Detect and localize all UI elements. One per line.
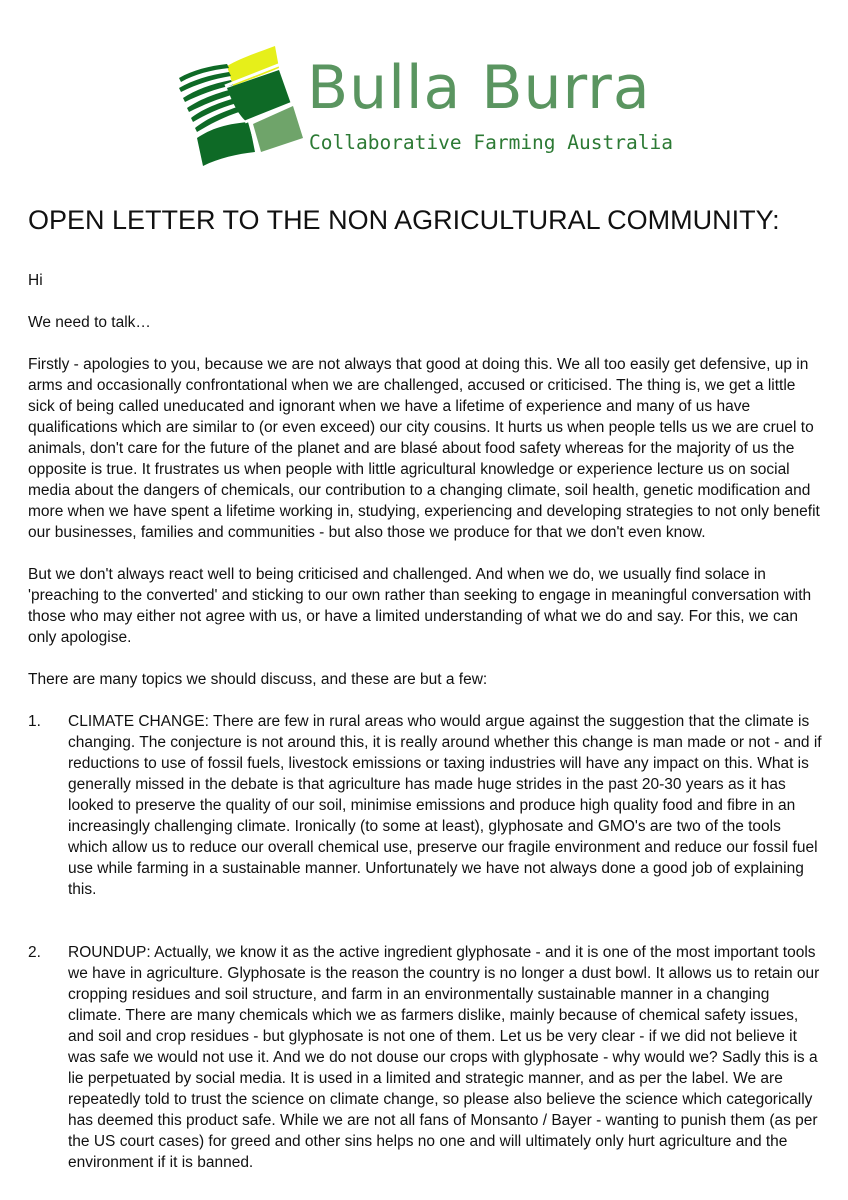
- letter-title: OPEN LETTER TO THE NON AGRICULTURAL COMMUNITY:: [28, 205, 780, 235]
- letter-body: [28, 198, 824, 1194]
- list-item-text: ROUNDUP: Actually, we know it as the active ingredient glyphosate - and it is one of the most important tools we have in agriculture. Glyphosate is the reason the country is no longer a dust bowl. It allows us to retain our cropping residues and soil structure, and farm in an environmentally sustainable manner in a changing climate. There are many chemicals which we as farmers dislike, mainly because of chemical safety issues, and soil and crop residues - but glyphosate is not one of them. Let us be very clear - if we did not believe it was safe we would not use it. And we do not douse our crops with glyphosate - why would we? Sadly this is a lie perpetuated by social media. It is used in a limited and strategic manner, and as per the label. We are repeatedly told to trust the science on climate change, so please also believe the science which categorically has deemed this product safe. While we are not all fans of Monsanto / Bayer - wanting to punish them (as per the US court cases) for greed and other sins helps no one and will ultimately only hurt agriculture and the environment if it is banned.: [68, 944, 820, 1171]
- paragraph-reaction: But we don't always react well to being criticised and challenged. And when we do, we usually find solace in 'preaching to the converted' and sticking to our own rather than seeking to engage in meaningful conversation with those who may either not agree with us, or have a limited understanding of what we do and say. For this, we can only apologise.: [28, 566, 812, 646]
- list-item-number: 2.: [28, 944, 41, 961]
- greeting: Hi: [28, 272, 43, 289]
- bulla-burra-logo-icon: [175, 42, 305, 167]
- brand-tagline: Collaborative Farming Australia: [309, 131, 673, 154]
- opening-line: We need to talk…: [28, 314, 151, 331]
- brand-name: Bulla Burra: [307, 53, 651, 123]
- paragraph-apology: Firstly - apologies to you, because we are not always that good at doing this. We all too easily get defensive, up in arms and occasionally confrontational when we are challenged, accused or criticised. The thing is, we get a little sick of being called uneducated and ignorant when we have a lifetime of experience and many of us have qualifications which are similar to (or even exceed) our city cousins. It hurts us when people tells us we are cruel to animals, don't care for the future of the planet and are blasé about food safety whereas for the majority of us the opposite is true. It frustrates us when people with little agricultural knowledge or experience lecture us on social media about the dangers of chemicals, our contribution to a changing climate, soil health, genetic modification and more when we have spent a lifetime working in, studying, experiencing and developing strategies to not only benefit our businesses, families and communities - but also those we produce for that we don't even know.: [28, 356, 820, 541]
- paragraph-topics-intro: There are many topics we should discuss, and these are but a few:: [28, 671, 488, 688]
- list-item-roundup: [28, 942, 824, 1173]
- list-item-number: 1.: [28, 713, 41, 730]
- list-item-text: CLIMATE CHANGE: There are few in rural areas who would argue against the suggestion that the climate is changing. The conjecture is not around this, it is really around whether this change is man made or not - and if reductions to use of fossil fuels, livestock emissions or taxing industries will have any impact on this. What is generally missed in the debate is that agriculture has made huge strides in the past 20-30 years as it has looked to preserve the quality of our soil, minimise emissions and produce high quality food and fibre in an increasingly challenging climate. Ironically (to some at least), glyphosate and GMO's are two of the tools which allow us to reduce our overall chemical use, preserve our fragile environment and reduce our fossil fuel use while farming in a sustainable manner. Unfortunately we have not always done a good job of explaining this.: [68, 713, 822, 898]
- letterhead: [0, 0, 848, 180]
- list-item-climate-change: [28, 711, 824, 900]
